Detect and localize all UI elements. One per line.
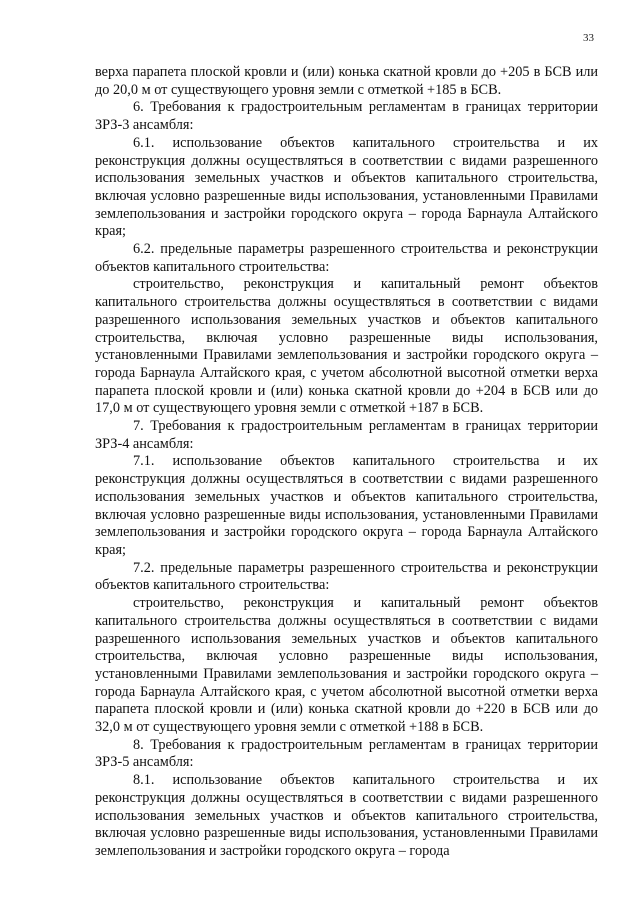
section-heading: 7. Требования к градостроительным регламентам в границах территории ЗРЗ-4 ансамбля: bbox=[95, 418, 598, 452]
section-heading: 8. Требования к градостроительным регламентам в границах территории ЗРЗ-5 ансамбля: bbox=[95, 736, 598, 771]
paragraph: 7.2. предельные параметры разрешенного строительства и реконструкции объектов капитального строительства: bbox=[95, 559, 598, 594]
paragraph: 7.1. использование объектов капитального строительства и их реконструкция должны осуществляться в соответствии с видами разрешенного использования земельных участков и объектов капитального строительства, включая условно разрешенные виды использования, установленными Правилами землепользования и застройки городского округа – города Барнаула Алтайского края; bbox=[95, 453, 598, 558]
paragraph: 6.1. использование объектов капитального строительства и их реконструкция должны осуществляться в соответствии с видами разрешенного использования земельных участков и объектов капитального строительства, включая условно разрешенные виды использования, установленными Правилами землепользования и застройки городского округа – города Барнаула Алтайского края; bbox=[95, 134, 598, 240]
paragraph: верха парапета плоской кровли и (или) конька скатной кровли до +205 в БСВ или до 20,0 м от существующего уровня земли с отметкой +185 в БСВ. bbox=[95, 64, 598, 98]
page-number: 33 bbox=[583, 32, 594, 44]
section-heading: 6. Требования к градостроительным регламентам в границах территории ЗРЗ-3 ансамбля: bbox=[95, 99, 598, 134]
document-body bbox=[95, 64, 598, 861]
paragraph: 6.2. предельные параметры разрешенного строительства и реконструкции объектов капитального строительства: bbox=[95, 241, 598, 275]
paragraph: 8.1. использование объектов капитального строительства и их реконструкция должны осуществляться в соответствии с видами разрешенного использования земельных участков и объектов капитального строительства, включая условно разрешенные виды использования, установленными Правилами землепользования и застройки городского округа – города bbox=[95, 772, 598, 859]
paragraph: строительство, реконструкция и капитальный ремонт объектов капитального строительства должны осуществляться в соответствии с видами разрешенного использования земельных участков и объектов капитального строительства, включая условно разрешенные виды использования, установленными Правилами землепользования и застройки городского округа – города Барнаула Алтайского края, с учетом абсолютной высотной отметки верха парапета плоской кровли и (или) конька скатной кровли до +204 в БСВ или до 17,0 м от существующего уровня земли с отметкой +187 в БСВ. bbox=[95, 276, 598, 417]
paragraph: строительство, реконструкция и капитальный ремонт объектов капитального строительства должны осуществляться в соответствии с видами разрешенного использования земельных участков и объектов капитального строительства, включая условно разрешенные виды использования, установленными Правилами землепользования и застройки городского округа – города Барнаула Алтайского края, с учетом абсолютной высотной отметки верха парапета плоской кровли и (или) конька скатной кровли до +220 в БСВ или до 32,0 м от существующего уровня земли с отметкой +188 в БСВ. bbox=[95, 595, 598, 736]
